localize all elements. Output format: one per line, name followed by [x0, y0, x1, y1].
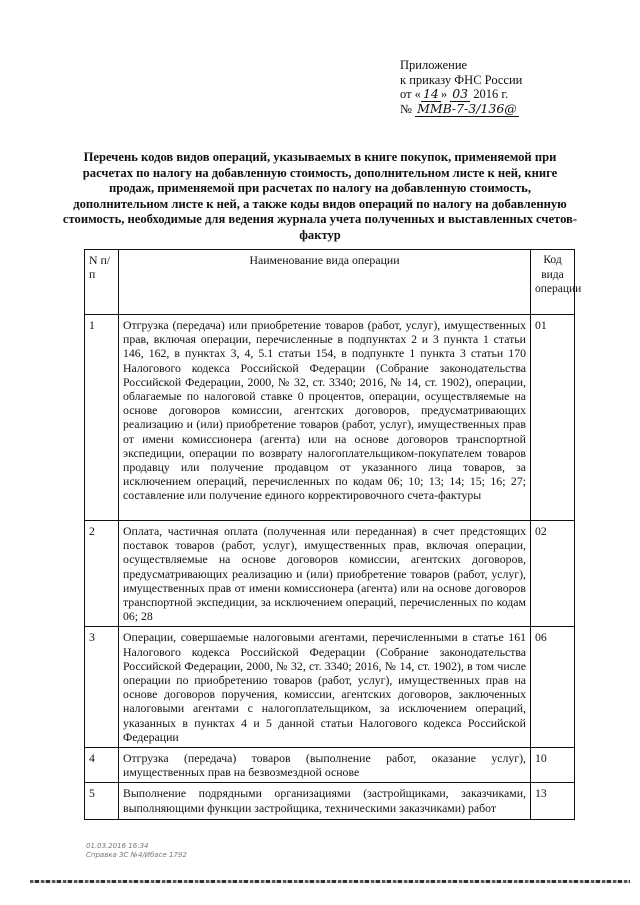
row-code: 06: [531, 627, 575, 748]
row-number: 5: [85, 783, 119, 820]
appendix-date: [400, 87, 522, 102]
row-description: Оплата, частичная оплата (полученная или переданная) в счет предстоящих поставок товаров (работ, услуг), имущественных прав, включая операции, осуществляемые на основе договоров комиссии, агентских договоров, предусматривающих реализацию и (или) приобретение товаров (работ, услуг), имущественных прав от имени комиссионера (агента) или на основе договоров транспортной экспедиции, за исключением операций, перечисленных по кодам 06; 28: [119, 521, 531, 627]
date-mid: »: [440, 87, 451, 101]
row-number: 2: [85, 521, 119, 627]
table-row: [85, 748, 575, 783]
header-number: N п/п: [85, 250, 119, 315]
row-description: Операции, совершаемые налоговыми агентами, перечисленными в статье 161 Налогового кодекса Российской Федерации (Собрание законодательства Российской Федерации, 2000, № 32, ст. 3340; 2016, № 14, ст. 1902), в том числе операции по приобретению товаров (работ, услуг), имущественных прав на основе договоров поручения, комиссии, агентских договоров, заключенных налоговыми агентами с налогоплательщиком, за исключением операций, указанных в пунктах 4 и 5 данной статьи Налогового кодекса Российской Федерации: [119, 627, 531, 748]
stamp-line-1: 01.03.2016 16:34: [86, 842, 149, 850]
header-operation-code: Код вида операции: [531, 250, 575, 315]
table-row: [85, 627, 575, 748]
table-header-row: [85, 250, 575, 315]
appendix-number: [400, 102, 522, 117]
stamp-line-2: Справка ЗС №4/Ибасе 1792: [86, 851, 187, 859]
row-number: 3: [85, 627, 119, 748]
row-code: 02: [531, 521, 575, 627]
number-prefix: №: [400, 101, 416, 116]
appendix-block: [400, 58, 522, 116]
document-title: Перечень кодов видов операций, указываемых в книге покупок, применяемой при расчетах по налогу на добавленную стоимость, дополнительном листе к ней, книге продаж, применяемой при расчетах по налогу на добавленную стоимость, дополнительном листе к ней, а также коды видов операций по налогу на добавленную стоимость, необходимые для ведения журнала учета полученных и выставленных счетов-фактур: [62, 150, 578, 242]
registration-stamp: [86, 842, 187, 860]
operations-table: [84, 249, 582, 820]
row-code: 10: [531, 748, 575, 783]
date-year: 2016 г.: [473, 87, 509, 101]
scan-edge-divider: [30, 880, 630, 883]
header-operation-name: Наименование вида операции: [119, 250, 531, 315]
row-number: 1: [85, 315, 119, 521]
table-row: [85, 315, 575, 521]
date-day: 14: [422, 86, 439, 101]
table-row: [85, 521, 575, 627]
row-description: Отгрузка (передача) товаров (выполнение работ, оказание услуг), имущественных прав на безвозмездной основе: [119, 748, 531, 783]
row-number: 4: [85, 748, 119, 783]
row-code: 13: [531, 783, 575, 820]
appendix-label: Приложение: [400, 58, 468, 72]
number-value: ММВ-7-3/136@: [417, 100, 517, 116]
row-code: 01: [531, 315, 575, 521]
row-description: Отгрузка (передача) или приобретение товаров (работ, услуг), имущественных прав, включая операции, перечисленные в подпунктах 2 и 3 пункта 1 статьи 146, 162, в пунктах 3, 4, 5.1 статьи 154, в подпункте 1 пункта 3 статьи 170 Налогового кодекса Российской Федерации (Собрание законодательства Российской Федерации, 2000, № 32, ст. 3340; 2016, № 14, ст. 1902), операции, облагаемые по налоговой ставке 0 процентов, операции, осуществляемые на основе договоров комиссии, агентских договоров, предусматривающих реализацию и (или) приобретение товаров (работ, услуг), имущественных прав от имени комиссионера (агента) или на основе договоров транспортной экспедиции, операции по возврату налогоплательщиком-покупателем товаров продавцу или получение продавцом от указанного лица товаров, за исключением операций, перечисленных по кодам 06; 10; 13; 14; 15; 16; 27; составление или получение единого корректировочного счета-фактуры: [119, 315, 531, 521]
date-prefix: от «: [400, 87, 421, 101]
date-month: 03: [452, 86, 469, 101]
table-row: [85, 783, 575, 820]
appendix-order-ref: к приказу ФНС России: [400, 72, 523, 87]
row-description: Выполнение подрядными организациями (застройщиками, заказчиками, выполняющими функции застройщика, техническими заказчиками) работ: [119, 783, 531, 820]
